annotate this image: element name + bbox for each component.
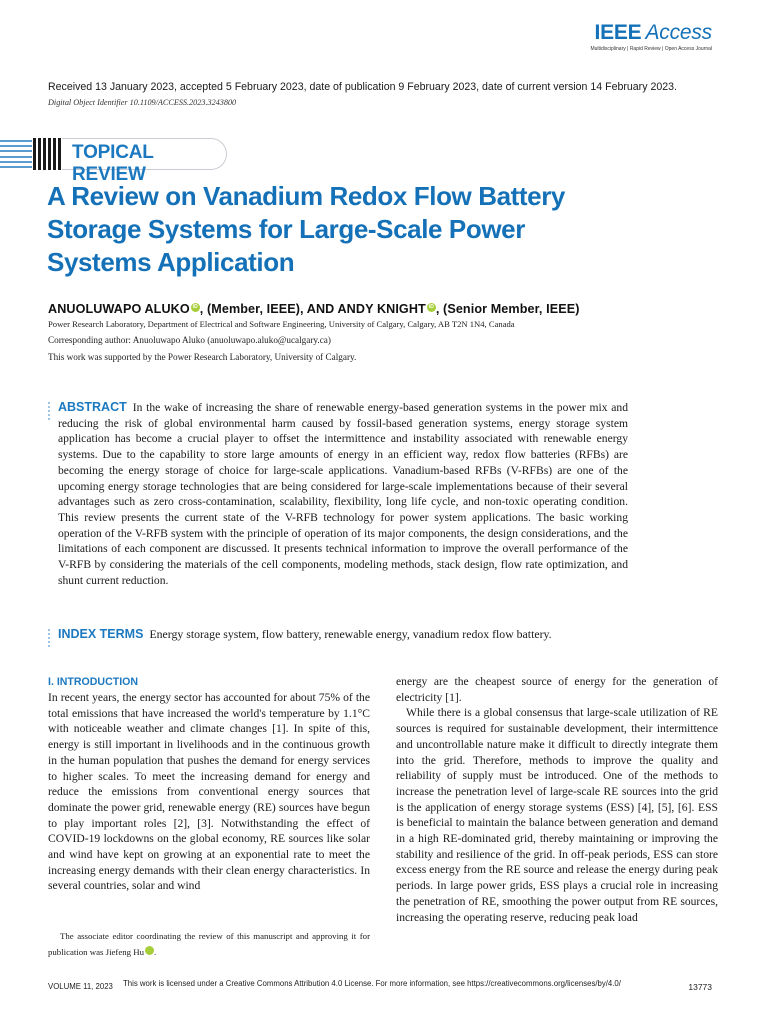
logo-access: Access — [645, 21, 712, 44]
corresponding-author: Corresponding author: Anuoluwapo Aluko (anuoluwapo.aluko@ucalgary.ca) — [48, 335, 331, 345]
publication-dates: Received 13 January 2023, accepted 5 February 2023, date of publication 9 February 2023, date of current version 14 February 2023. — [48, 81, 677, 93]
page-number: 13773 — [688, 982, 712, 992]
body-paragraph: While there is a global consensus that large-scale utilization of RE sources is required for sustainable development, their intermittence and uncontrollable nature make it difficult to directly integrate them into the grid. Therefore, methods to improve the quality and reliability of supply must be introduced. One of the methods to increase the penetration level of large-scale RE sources into the grid is the application of energy storage systems (ESS) [4], [5], [6]. ESS is beneficial to maintain the balance between generation and demand in a high RE-dominated grid, thereby maintaining or improving the stability and resilience of the grid. In off-peak periods, ESS can store excess energy from the RE source and release the energy during peak periods. In large power grids, ESS plays a crucial role in increasing the penetration of RE, smoothing the power output from RE sources, increasing the operating reserve, reducing peak load — [396, 706, 718, 924]
footer-volume: VOLUME 11, 2023 — [48, 982, 113, 991]
author-role: , (Senior Member, IEEE) — [435, 302, 580, 316]
abstract — [58, 400, 628, 588]
abstract-marker-dots — [48, 402, 51, 420]
author-role: , (Member, IEEE), AND ANDY KNIGHT — [199, 302, 426, 316]
index-terms-text: Energy storage system, flow battery, renewable energy, vanadium redox flow battery. — [149, 627, 552, 641]
footnote-text: The associate editor coordinating the review of this manuscript and approving it for publication was Jiefeng Hu — [48, 931, 370, 957]
affiliation: Power Research Laboratory, Department of Electrical and Software Engineering, University of Calgary, Calgary, AB T2N 1N4, Canada — [48, 319, 515, 329]
logo-wordmark — [590, 22, 712, 43]
logo-ieee: IEEE — [594, 21, 642, 44]
orcid-icon[interactable]: iD — [192, 303, 198, 310]
orcid-icon[interactable]: iD — [145, 946, 154, 955]
footer-license[interactable]: This work is licensed under a Creative Commons Attribution 4.0 License. For more information, see https://creativecommons.org/licenses/by/4.0/ — [123, 979, 621, 988]
article-title: A Review on Vanadium Redox Flow Battery Storage Systems for Large-Scale Power Systems Application — [47, 181, 565, 277]
orcid-icon[interactable]: iD — [428, 303, 434, 310]
index-terms-marker-dots — [48, 629, 51, 647]
body-column-left — [48, 676, 370, 894]
abstract-text: In the wake of increasing the share of renewable energy-based generation systems in the power mix and reducing the risk of global environmental harm caused by fossil-based generation systems, energy storage system application has become a crucial player to offset the intermittence and instability associated with renewable energy systems. Due to the capability to store large amounts of energy in an efficient way, redox flow batteries (RFBs) are becoming the energy storage of choice for large-scale applications. Vanadium-based RFBs (V-RFBs) are one of the upcoming energy storage technologies that are being considered for large-scale implementations because of their several advantages such as zero cross-contamination, scalability, flexibility, long life cycle, and non-toxic operating condition. This review presents the current state of the V-RFB technology for power system applications. The basic working operation of the V-RFB system with the principle of operation of its major components, the design considerations, and the limitations of each component are discussed. It presents technical information to improve the overall performance of the V-RFB by considering the materials of the cell components, modeling methods, stack design, flow rate optimization, and shunt current reduction. — [58, 401, 628, 587]
doi: Digital Object Identifier 10.1109/ACCESS.2023.3243800 — [48, 98, 237, 107]
body-column-right — [396, 676, 718, 925]
banner-stripes — [0, 138, 32, 170]
funding-statement: This work was supported by the Power Research Laboratory, University of Calgary. — [48, 352, 357, 362]
banner-bars — [33, 138, 65, 170]
article-type-label: TOPICAL REVIEW — [72, 142, 154, 185]
index-terms-label: INDEX TERMS — [58, 627, 144, 641]
logo-tagline: Multidisciplinary | Rapid Review | Open Access Journal — [590, 46, 712, 52]
author-line — [48, 302, 580, 316]
article-type-banner — [0, 138, 232, 185]
body-paragraph: In recent years, the energy sector has accounted for about 75% of the total emissions that have increased the world's temperature by 1.1°C with noticeable weather and climate changes [1]. In spite of this, energy is still important in livelihoods and in the continuous growth in the human population that pushes the demand for energy services to higher scales. To meet the increasing demand for energy and reduce the emissions from conventional energy sources that dominate the power grid, renewable energy (RE) sources have begun to play important roles [2], [3]. Notwithstanding the effect of COVID-19 lockdowns on the global economy, RE sources like solar and wind have kept on growing at an exponential rate to meet the increasing energy demands with their clean energy characteristics. In several countries, solar and wind — [48, 691, 370, 893]
abstract-label: ABSTRACT — [58, 400, 127, 414]
author-name: ANUOLUWAPO ALUKO — [48, 302, 190, 316]
body-paragraph: energy are the cheapest source of energy for the generation of electricity [1]. — [396, 675, 718, 704]
section-heading: I. INTRODUCTION — [48, 676, 139, 688]
editor-footnote: The associate editor coordinating the review of this manuscript and approving it for publication was Jiefeng Hu iD. — [48, 931, 370, 957]
journal-logo — [590, 22, 712, 52]
index-terms — [58, 627, 552, 642]
